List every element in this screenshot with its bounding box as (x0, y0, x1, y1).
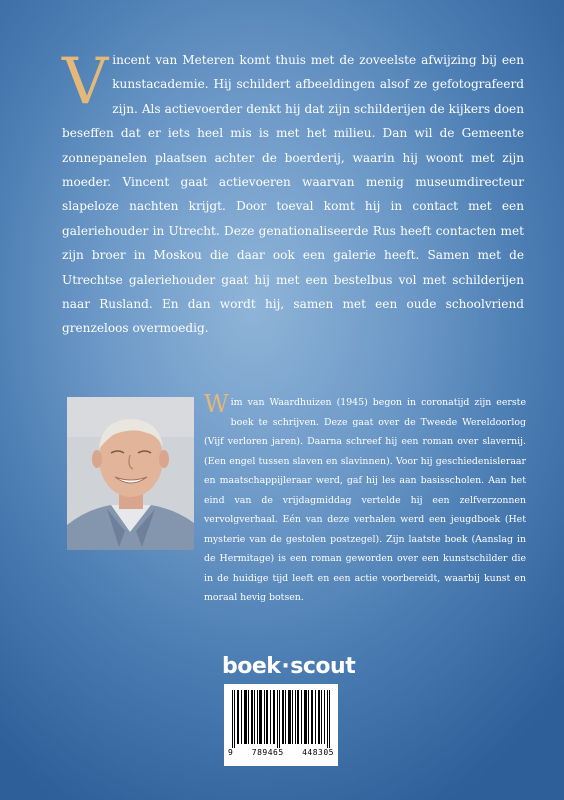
blurb-text: incent van Meteren komt thuis met de zoveelste afwijzing bij een kunstacademie. Hij schildert afbeeldingen alsof ze gefotografeerd zijn. Als actievoerder denkt hij dat zijn schilderijen de kijkers doen beseffen dat er iets heel mis is met het milieu. Dan wil de Gemeente zonnepanelen plaatsen achter de boerderij, waarin hij woont met zijn moeder. Vincent gaat actievoeren waarvan menig museumdirecteur slapeloze nachten krijgt. Door toeval komt hij in contact met een galeriehouder in Utrecht. Deze genationaliseerde Rus heeft contacten met zijn broer in Moskou die daar ook een galerie heeft. Samen met de Utrechtse galeriehouder gaat hij met een bestelbus vol met schilderijen naar Rusland. En dan wordt hij, samen met een oude schoolvriend grenzeloos overmoedig. (62, 53, 524, 336)
publisher-logo-part1: boek (222, 654, 281, 679)
publisher-logo (222, 654, 356, 679)
publisher-logo-part2: scout (290, 654, 356, 679)
barcode-bars (232, 690, 330, 748)
author-photo (67, 397, 194, 550)
author-dropcap: W (204, 390, 229, 418)
isbn-digits (228, 748, 334, 757)
isbn-group-1: 789465 (251, 748, 284, 757)
isbn-first-digit: 9 (228, 748, 234, 757)
publisher-logo-dot: · (281, 654, 290, 679)
author-bio (204, 390, 526, 608)
blurb-dropcap: V (62, 45, 109, 119)
isbn-group-2: 448305 (302, 748, 334, 757)
author-bio-text: im van Waardhuizen (1945) begon in coronatijd zijn eerste boek te schrijven. Deze gaat over de Tweede Wereldoorlog (Vijf verloren jaren). Daarna schreef hij een roman over slavernij. (Een engel tussen slaven en slavinnen). Voor hij geschiedenisleraar en maatschappijleraar werd, gaf hij les aan basisscholen. Aan het eind van de vrijdagmiddag vertelde hij een zelfverzonnen vervolgverhaal. Eén van deze verhalen werd een jeugdboek (Het mysterie van de gestolen postzegel). Zijn laatste boek (Aanslag in de Hermitage) is een roman geworden over een kunstschilder die in de huidige tijd leeft en een actie voorbereidt, waarbij kunst en moraal hevig botsen. (204, 397, 526, 603)
back-cover-blurb (62, 45, 524, 341)
isbn-barcode (224, 684, 338, 766)
